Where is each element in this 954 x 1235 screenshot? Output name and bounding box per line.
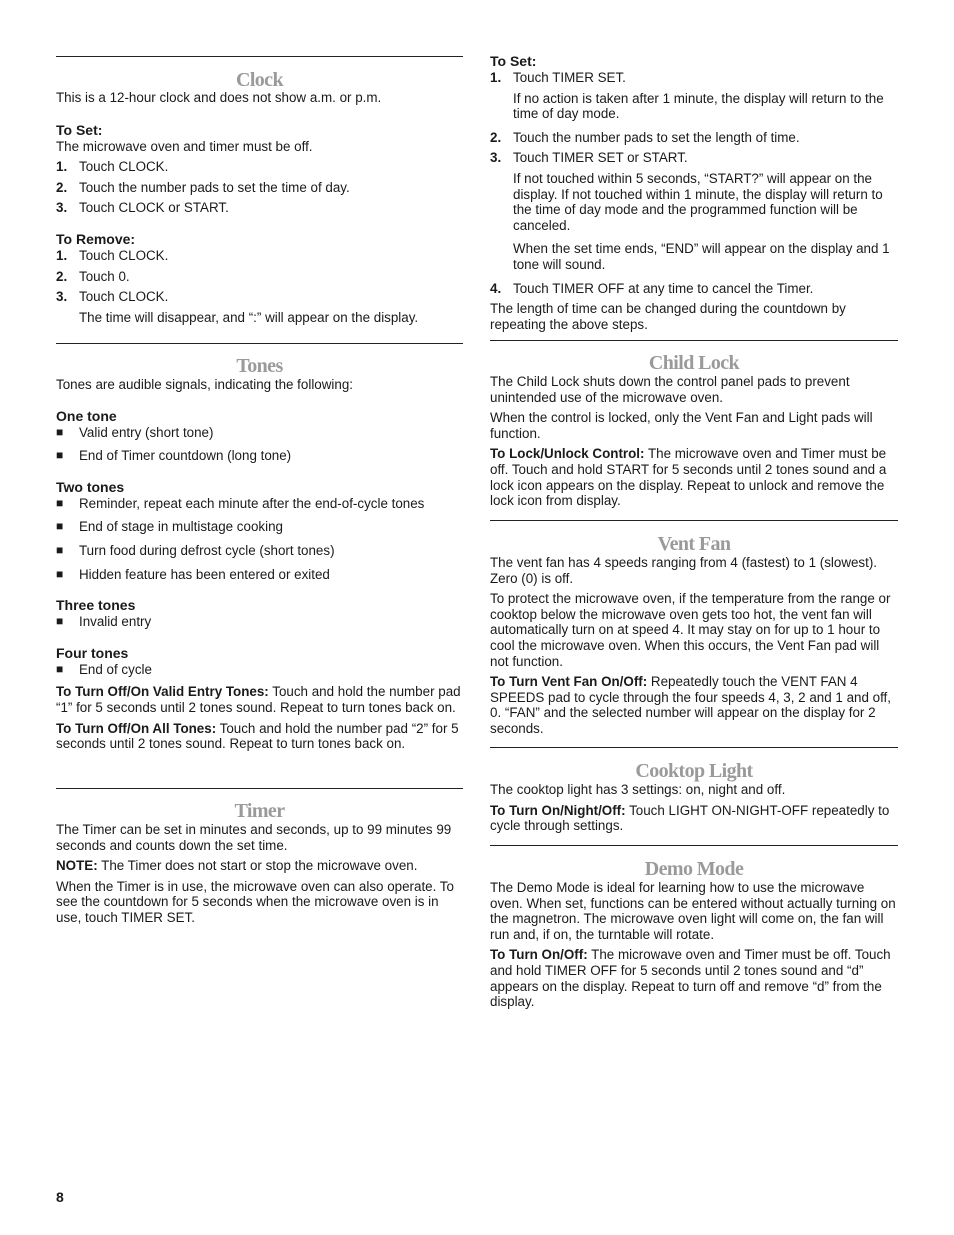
vent-fan-title: Vent Fan — [657, 533, 731, 555]
child-lock-instructions: To Lock/Unlock Control: The microwave oven and Timer must be off. Touch and hold START for 5 seconds until 2 tones sound and a lock icon appears on the display. Repeat to unlock and remove the lock icon from display. — [490, 446, 887, 509]
list-item: ■ Valid entry (short tone) — [56, 424, 214, 440]
timer-closing: The length of time can be changed during the countdown by repeating the above steps. — [490, 301, 846, 332]
clock-to-set-intro: The microwave oven and timer must be off. — [56, 138, 313, 154]
demo-mode-title: Demo Mode — [644, 858, 744, 880]
clock-remove-step: 3. Touch CLOCK. — [56, 289, 169, 305]
timer-step: 4. Touch TIMER OFF at any time to cancel the Timer. — [490, 280, 814, 296]
three-tones-heading: Three tones — [56, 597, 136, 614]
clock-set-step: 3. Touch CLOCK or START. — [56, 200, 229, 216]
child-lock-paragraph: When the control is locked, only the Vent Fan and Light pads will function. — [490, 410, 873, 441]
one-tone-heading: One tone — [56, 407, 117, 424]
list-item: ■ Reminder, repeat each minute after the end-of-cycle tones — [56, 495, 425, 511]
two-tones-heading: Two tones — [56, 478, 125, 495]
vent-fan-instructions: To Turn Vent Fan On/Off: Repeatedly touch the VENT FAN 4 SPEEDS pad to cycle through the four speeds 4, 3, 2 and 1 and off, 0. “FAN” and the selected number will appear on the display for 2 seconds. — [490, 674, 891, 736]
clock-section — [56, 56, 463, 325]
list-item: ■ Turn food during defrost cycle (short tones) — [56, 542, 335, 558]
tones-title: Tones — [236, 355, 283, 377]
timer-title: Timer — [234, 800, 285, 822]
list-item: ■ Hidden feature has been entered or exited — [56, 566, 330, 582]
cooktop-light-intro: The cooktop light has 3 settings: on, night and off. — [490, 782, 786, 797]
timer-step: 2. Touch the number pads to set the length of time. — [490, 129, 800, 145]
four-tones-heading: Four tones — [56, 644, 129, 661]
clock-set-step: 1. Touch CLOCK. — [56, 159, 169, 175]
clock-title: Clock — [235, 69, 283, 91]
list-item: ■ End of cycle — [56, 661, 152, 677]
child-lock-title: Child Lock — [648, 352, 740, 374]
timer-section — [56, 788, 463, 926]
demo-mode-section — [490, 845, 898, 1010]
child-lock-section — [490, 340, 898, 509]
tones-section — [56, 343, 463, 752]
vent-fan-intro: The vent fan has 4 speeds ranging from 4 (fastest) to 1 (slowest). Zero (0) is off. — [490, 555, 878, 586]
timer-to-set-heading: To Set: — [490, 53, 537, 69]
page-number: 8 — [56, 1189, 64, 1205]
tones-intro: Tones are audible signals, indicating the following: — [56, 377, 354, 392]
cooktop-light-instructions: To Turn On/Night/Off: Touch LIGHT ON-NIGHT-OFF repeatedly to cycle through settings. — [490, 802, 890, 834]
clock-intro: This is a 12-hour clock and does not show a.m. or p.m. — [56, 90, 382, 105]
timer-intro: The Timer can be set in minutes and seconds, up to 99 minutes 99 seconds and counts down the set time. — [56, 822, 452, 853]
clock-remove-note: The time will disappear, and “:” will appear on the display. — [79, 309, 419, 325]
list-item: ■ End of Timer countdown (long tone) — [56, 448, 292, 464]
timer-step-note: When the set time ends, “END” will appear on the display and 1 tone will sound. — [513, 241, 890, 272]
cooktop-light-title: Cooktop Light — [635, 760, 753, 782]
clock-to-remove-heading: To Remove: — [56, 230, 136, 247]
list-item: ■ End of stage in multistage cooking — [56, 519, 283, 535]
list-item: ■ Invalid entry — [56, 614, 152, 630]
clock-to-set-heading: To Set: — [56, 121, 103, 138]
clock-set-step: 2. Touch the number pads to set the time of day. — [56, 179, 350, 195]
vent-fan-section — [490, 520, 898, 737]
timer-to-set-section — [490, 53, 898, 332]
timer-step-note: If not touched within 5 seconds, “START?” will appear on the display. If not touched within 1 minute, the display will return to the time of day mode and the programmed function will be canceled. — [513, 170, 883, 233]
timer-step: 3. Touch TIMER SET or START. — [490, 150, 688, 166]
vent-fan-paragraph: To protect the microwave oven, if the temperature from the range or cooktop below the microwave oven gets too hot, the vent fan will automatically turn on at speed 4. It may stay on for up to 1 hour to cool the microwave oven. When this occurs, the Vent Fan pad will not function. — [490, 591, 891, 669]
timer-step: 1. Touch TIMER SET. — [490, 70, 626, 85]
cooktop-light-section — [490, 747, 898, 834]
clock-remove-step: 2. Touch 0. — [56, 268, 130, 284]
valid-entry-tones-paragraph: To Turn Off/On Valid Entry Tones: Touch and hold the number pad “1” for 5 seconds until 2 tones sound. Repeat to turn tones back on. — [56, 684, 461, 715]
demo-mode-instructions: To Turn On/Off: The microwave oven and Timer must be off. Touch and hold TIMER OFF for 5 seconds until 2 tones sound and “d” appears on the display. Repeat to turn off and remove “d” from the display. — [490, 947, 891, 1010]
clock-remove-step: 1. Touch CLOCK. — [56, 247, 169, 263]
child-lock-intro: The Child Lock shuts down the control panel pads to prevent unintended use of the microwave oven. — [490, 374, 850, 405]
timer-step-note: If no action is taken after 1 minute, the display will return to the time of day mode. — [513, 90, 884, 122]
timer-note: NOTE: The Timer does not start or stop the microwave oven. — [56, 858, 418, 874]
all-tones-paragraph: To Turn Off/On All Tones: Touch and hold the number pad “2” for 5 seconds until 2 tones sound. Repeat to turn tones back on. — [56, 720, 459, 752]
timer-in-use-paragraph: When the Timer is in use, the microwave oven can also operate. To see the countdown for 5 seconds when the microwave oven is in use, touch TIMER SET. — [56, 878, 454, 925]
demo-mode-intro: The Demo Mode is ideal for learning how to use the microwave oven. When set, functions can be entered without actually turning on the magnetron. The microwave oven light will come on, the fan will run and, if on, the turntable will rotate. — [490, 880, 896, 942]
